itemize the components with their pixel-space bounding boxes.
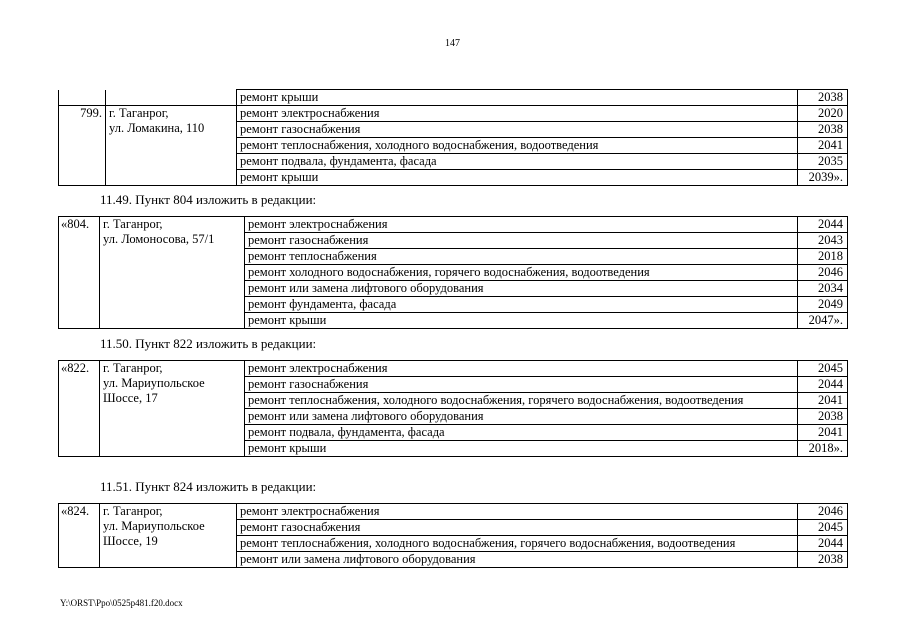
- year-cell: 2046: [798, 265, 848, 281]
- address-cell: [100, 217, 245, 329]
- address-street: ул. Мариупольское: [103, 376, 205, 390]
- instruction-paragraph: 11.49. Пункт 804 изложить в редакции:: [100, 192, 317, 207]
- address-city: г. Таганрог,: [103, 217, 163, 231]
- year-cell: 2038: [798, 122, 848, 138]
- year-cell: 2044: [798, 377, 848, 393]
- table-row: [59, 361, 848, 377]
- year-cell: 2044: [798, 217, 848, 233]
- instruction-paragraph: 11.51. Пункт 824 изложить в редакции:: [100, 479, 317, 494]
- year-cell: 2035: [798, 154, 848, 170]
- work-cell: ремонт крыши: [237, 90, 798, 106]
- address-street: ул. Мариупольское: [103, 519, 205, 533]
- address-cell: [106, 90, 237, 106]
- work-cell: ремонт крыши: [245, 441, 798, 457]
- work-cell: ремонт фундамента, фасада: [245, 297, 798, 313]
- work-cell: ремонт электроснабжения: [237, 106, 798, 122]
- work-cell: ремонт холодного водоснабжения, горячего водоснабжения, водоотведения: [245, 265, 798, 281]
- work-cell: ремонт подвала, фундамента, фасада: [237, 154, 798, 170]
- work-cell: ремонт теплоснабжения: [245, 249, 798, 265]
- year-cell: 2038: [798, 409, 848, 425]
- item-number: «822.: [59, 361, 100, 457]
- address-house: Шоссе, 19: [103, 534, 158, 548]
- year-cell: 2039».: [798, 170, 848, 186]
- work-cell: ремонт или замена лифтового оборудования: [237, 552, 798, 568]
- year-cell: 2018».: [798, 441, 848, 457]
- work-cell: ремонт электроснабжения: [245, 361, 798, 377]
- year-cell: 2044: [798, 536, 848, 552]
- work-cell: ремонт электроснабжения: [245, 217, 798, 233]
- work-cell: ремонт или замена лифтового оборудования: [245, 281, 798, 297]
- table-822: [58, 360, 847, 457]
- address-cell: [106, 106, 237, 186]
- year-cell: 2045: [798, 520, 848, 536]
- address-house: Шоссе, 17: [103, 391, 158, 405]
- address-city: г. Таганрог,: [103, 361, 163, 375]
- item-number: «804.: [59, 217, 100, 329]
- year-cell: 2018: [798, 249, 848, 265]
- year-cell: 2047».: [798, 313, 848, 329]
- table-804: [58, 216, 847, 329]
- year-cell: 2038: [798, 90, 848, 106]
- address-cell: [100, 504, 237, 568]
- work-cell: ремонт газоснабжения: [237, 520, 798, 536]
- address-cell: [100, 361, 245, 457]
- address-street: ул. Ломоносова, 57/1: [103, 232, 215, 246]
- work-cell: ремонт электроснабжения: [237, 504, 798, 520]
- page-number: 147: [445, 38, 460, 49]
- work-cell: ремонт крыши: [245, 313, 798, 329]
- work-cell: ремонт теплоснабжения, холодного водоснабжения, горячего водоснабжения, водоотведения: [237, 536, 798, 552]
- year-cell: 2038: [798, 552, 848, 568]
- table-799: [58, 89, 847, 186]
- year-cell: 2049: [798, 297, 848, 313]
- work-cell: ремонт подвала, фундамента, фасада: [245, 425, 798, 441]
- year-cell: 2041: [798, 425, 848, 441]
- year-cell: 2041: [798, 393, 848, 409]
- address-city: г. Таганрог,: [103, 504, 163, 518]
- year-cell: 2043: [798, 233, 848, 249]
- work-cell: ремонт крыши: [237, 170, 798, 186]
- work-cell: ремонт теплоснабжения, холодного водоснабжения, водоотведения: [237, 138, 798, 154]
- table-row: [59, 106, 848, 122]
- work-cell: ремонт или замена лифтового оборудования: [245, 409, 798, 425]
- file-path-footer: Y:\ORST\Ppo\0525p481.f20.docx: [60, 598, 183, 608]
- year-cell: 2045: [798, 361, 848, 377]
- work-cell: ремонт газоснабжения: [245, 377, 798, 393]
- year-cell: 2046: [798, 504, 848, 520]
- address-city: г. Таганрог,: [109, 106, 169, 120]
- num-cell: [59, 90, 106, 106]
- table-row: [59, 90, 848, 106]
- table-row: [59, 217, 848, 233]
- work-cell: ремонт газоснабжения: [245, 233, 798, 249]
- work-cell: ремонт газоснабжения: [237, 122, 798, 138]
- year-cell: 2020: [798, 106, 848, 122]
- item-number: 799.: [59, 106, 106, 186]
- item-number: «824.: [59, 504, 100, 568]
- work-cell: ремонт теплоснабжения, холодного водоснабжения, горячего водоснабжения, водоотведения: [245, 393, 798, 409]
- instruction-paragraph: 11.50. Пункт 822 изложить в редакции:: [100, 336, 317, 351]
- year-cell: 2041: [798, 138, 848, 154]
- table-824: [58, 503, 847, 568]
- address-street: ул. Ломакина, 110: [109, 121, 205, 135]
- year-cell: 2034: [798, 281, 848, 297]
- table-row: [59, 504, 848, 520]
